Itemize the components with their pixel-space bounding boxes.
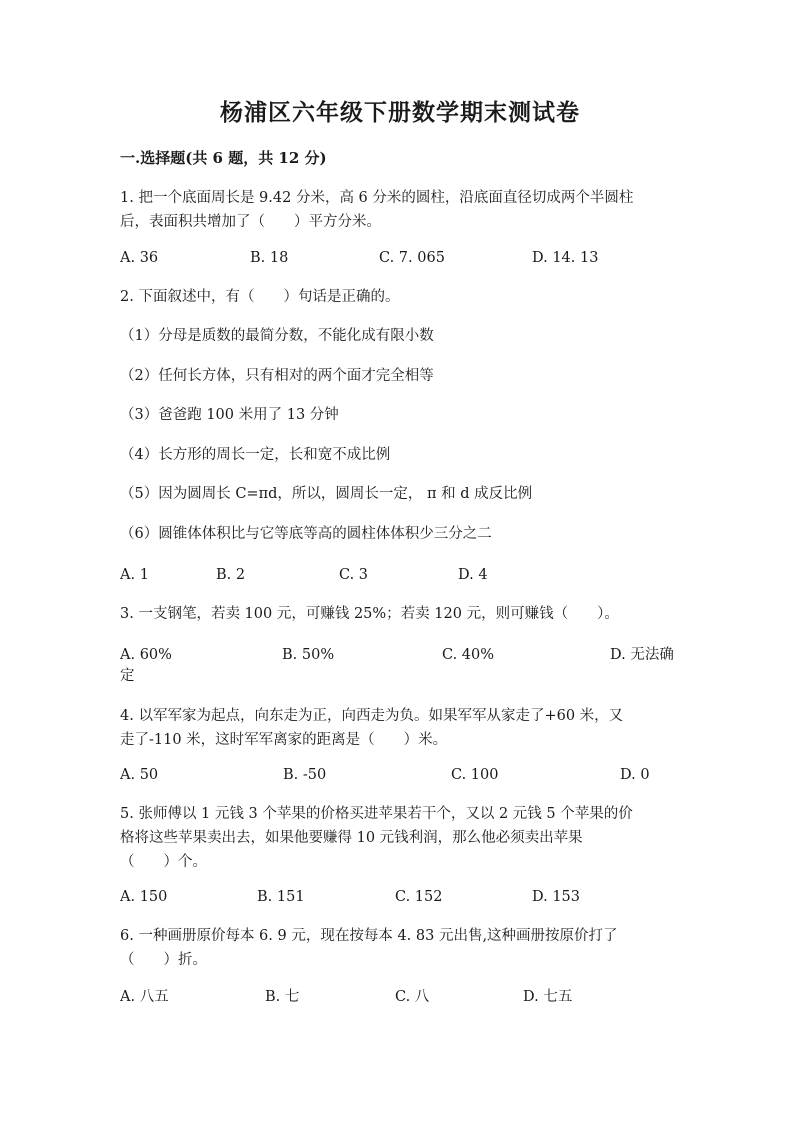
- question-2-option-c: C. 3: [339, 567, 369, 583]
- question-3-option-c: C. 40%: [442, 647, 495, 663]
- section-heading: 一.选择题(共 6 题，共 12 分): [120, 149, 327, 167]
- question-4-option-b: B. -50: [283, 767, 327, 783]
- question-3-option-a: A. 60%: [120, 647, 172, 663]
- question-1-option-d: D. 14. 13: [532, 250, 599, 266]
- question-5-option-b: B. 151: [257, 889, 305, 905]
- question-4-option-d: D. 0: [620, 767, 650, 783]
- question-4-option-c: C. 100: [451, 767, 499, 783]
- question-2-statement-2: （2）任何长方体，只有相对的两个面才完全相等: [120, 368, 434, 384]
- question-5-line-2: 格将这些苹果卖出去，如果他要赚得 10 元钱利润，那么他必须卖出苹果: [120, 830, 583, 846]
- question-2-statement-4: （4）长方形的周长一定，长和宽不成比例: [120, 447, 391, 463]
- question-2-option-d: D. 4: [458, 567, 488, 583]
- question-2-option-a: A. 1: [120, 567, 149, 583]
- question-1-option-b: B. 18: [250, 250, 289, 266]
- question-4-line-1: 4. 以军军家为起点，向东走为正，向西走为负。如果军军从家走了+60 米，又: [120, 708, 624, 724]
- question-3-option-d-wrap: 定: [120, 668, 135, 684]
- question-5-option-c: C. 152: [395, 889, 443, 905]
- question-6-line-2: （ ）折。: [120, 952, 207, 968]
- page-title: 杨浦区六年级下册数学期末测试卷: [220, 99, 580, 126]
- question-3-option-d: D. 无法确: [610, 647, 674, 663]
- question-5-option-d: D. 153: [532, 889, 581, 905]
- question-5-option-a: A. 150: [120, 889, 168, 905]
- question-3-line-1: 3. 一支钢笔，若卖 100 元，可赚钱 25%；若卖 120 元，则可赚钱（ ）。: [120, 606, 619, 622]
- question-2-statement-3: （3）爸爸跑 100 米用了 13 分钟: [120, 407, 339, 423]
- question-4-line-2: 走了-110 米，这时军军离家的距离是（ ）米。: [120, 732, 448, 748]
- question-6-line-1: 6. 一种画册原价每本 6. 9 元，现在按每本 4. 83 元出售,这种画册按原价打了: [120, 928, 618, 944]
- question-6-option-a: A. 八五: [120, 989, 169, 1005]
- question-3-option-b: B. 50%: [282, 647, 335, 663]
- question-2-line-1: 2. 下面叙述中，有（ ）句话是正确的。: [120, 289, 400, 305]
- question-1-line-1: 1. 把一个底面周长是 9.42 分米，高 6 分米的圆柱，沿底面直径切成两个半圆柱: [120, 190, 634, 206]
- question-2-statement-5: （5）因为圆周长 C=πd，所以，圆周长一定， π 和 d 成反比例: [120, 486, 533, 502]
- question-6-option-b: B. 七: [265, 989, 300, 1005]
- question-2-option-b: B. 2: [216, 567, 246, 583]
- question-2-statement-1: （1）分母是质数的最简分数，不能化成有限小数: [120, 328, 434, 344]
- question-5-line-1: 5. 张师傅以 1 元钱 3 个苹果的价格买进苹果若干个，又以 2 元钱 5 个苹果的价: [120, 806, 633, 822]
- question-5-line-3: （ ）个。: [120, 854, 207, 870]
- question-6-option-d: D. 七五: [523, 989, 573, 1005]
- question-1-option-c: C. 7. 065: [379, 250, 445, 266]
- question-1-line-2: 后，表面积共增加了（ ）平方分米。: [120, 214, 381, 230]
- question-6-option-c: C. 八: [395, 989, 430, 1005]
- question-4-option-a: A. 50: [120, 767, 159, 783]
- question-1-option-a: A. 36: [120, 250, 159, 266]
- question-2-statement-6: （6）圆锥体体积比与它等底等高的圆柱体体积少三分之二: [120, 526, 492, 542]
